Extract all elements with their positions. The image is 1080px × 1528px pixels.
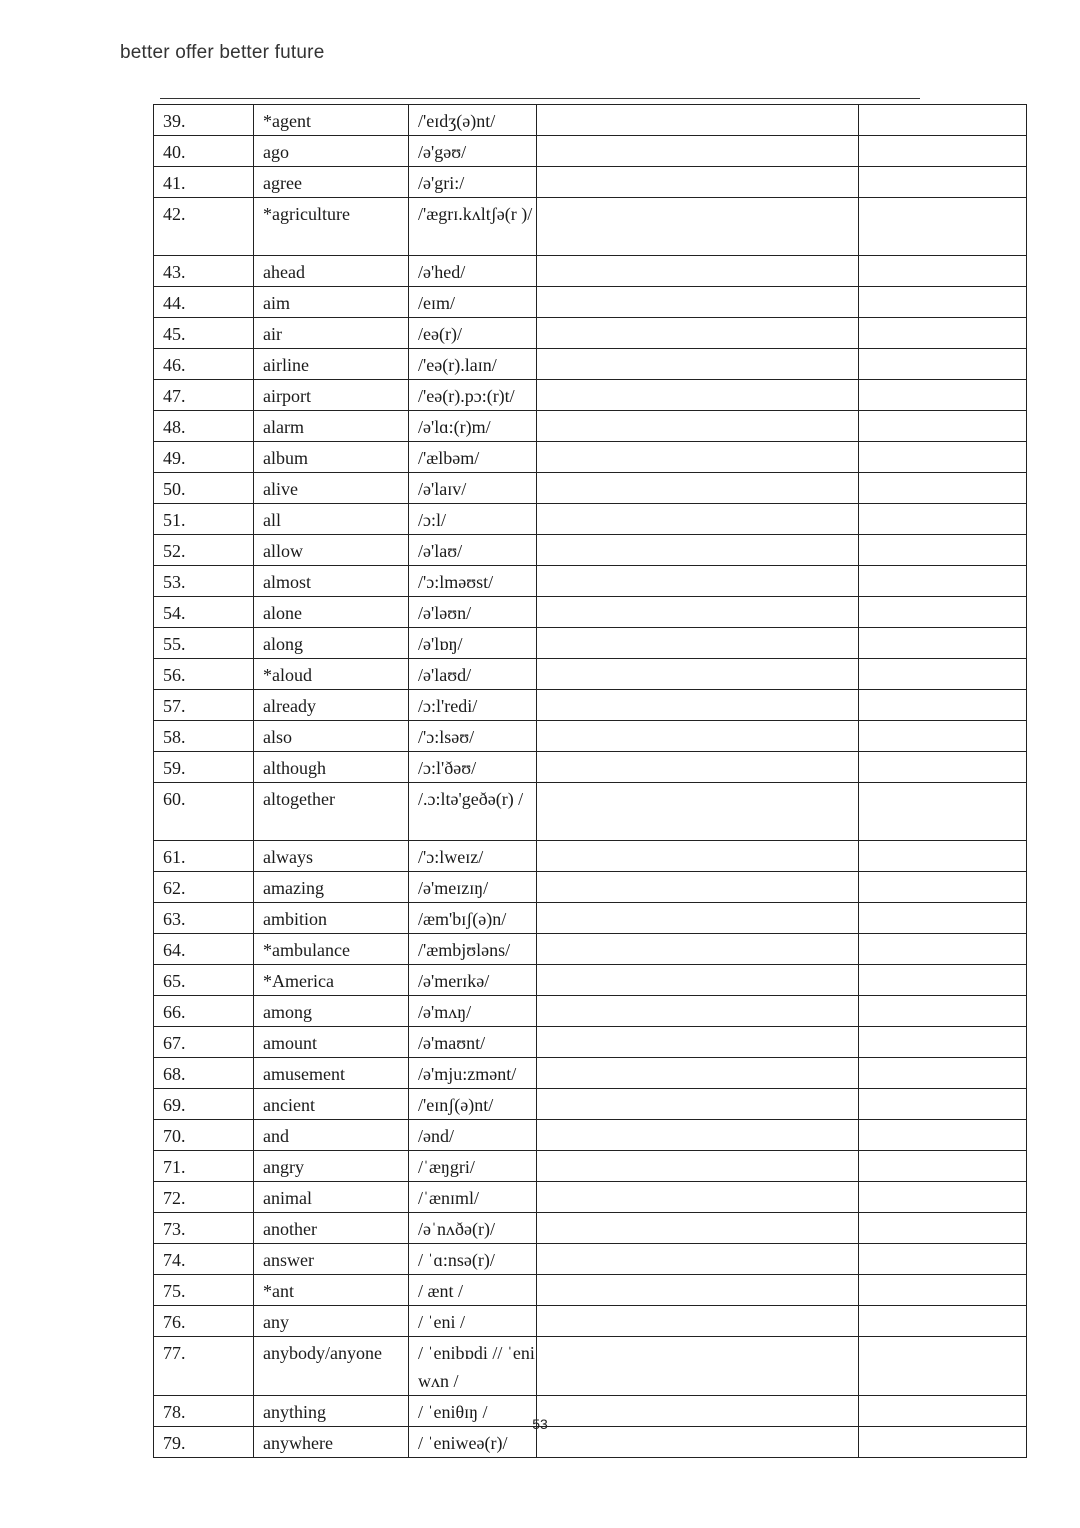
entry-number: 69. (154, 1089, 254, 1120)
table-row (154, 167, 1027, 198)
table-row (154, 1027, 1027, 1058)
entry-word: already (254, 690, 409, 721)
entry-blank-cell (537, 1275, 859, 1306)
entry-blank-cell (537, 690, 859, 721)
entry-pronunciation: /eɪm/ (409, 287, 537, 318)
entry-blank-cell (859, 1306, 1027, 1337)
entry-word: all (254, 504, 409, 535)
entry-number: 49. (154, 442, 254, 473)
entry-pronunciation: /'ægrɪ.kʌltʃə(r )/ (409, 198, 537, 256)
entry-blank-cell (859, 690, 1027, 721)
entry-number: 65. (154, 965, 254, 996)
entry-blank-cell (859, 566, 1027, 597)
entry-blank-cell (537, 872, 859, 903)
entry-word: ahead (254, 256, 409, 287)
entry-blank-cell (859, 1213, 1027, 1244)
entry-pronunciation: / ˈeniθɪŋ / (409, 1396, 537, 1427)
entry-pronunciation: /ˈæŋgri/ (409, 1151, 537, 1182)
entry-blank-cell (537, 167, 859, 198)
entry-number: 41. (154, 167, 254, 198)
table-row (154, 1275, 1027, 1306)
table-row (154, 411, 1027, 442)
entry-pronunciation: /ɔ:l/ (409, 504, 537, 535)
entry-blank-cell (859, 1337, 1027, 1396)
table-row (154, 1213, 1027, 1244)
entry-number: 60. (154, 783, 254, 841)
entry-pronunciation: /'ɔ:lsəʊ/ (409, 721, 537, 752)
entry-pronunciation: /ə'laɪv/ (409, 473, 537, 504)
entry-pronunciation: /ɔ:l'redi/ (409, 690, 537, 721)
entry-word: *America (254, 965, 409, 996)
entry-blank-cell (859, 287, 1027, 318)
entry-blank-cell (859, 318, 1027, 349)
entry-pronunciation: / ˈenibɒdi // ˈeniwʌn / (409, 1337, 537, 1396)
entry-blank-cell (537, 105, 859, 136)
entry-pronunciation: /'ɔ:lməʊst/ (409, 566, 537, 597)
entry-pronunciation: /'eə(r).laɪn/ (409, 349, 537, 380)
entry-pronunciation: /'eɪnʃ(ə)nt/ (409, 1089, 537, 1120)
entry-pronunciation: / ˈɑ:nsə(r)/ (409, 1244, 537, 1275)
entry-pronunciation: /ə'hed/ (409, 256, 537, 287)
entry-pronunciation: /ə'meɪzɪŋ/ (409, 872, 537, 903)
entry-number: 71. (154, 1151, 254, 1182)
entry-pronunciation: /ə'mʌŋ/ (409, 996, 537, 1027)
entry-blank-cell (537, 535, 859, 566)
header-rule (160, 98, 920, 99)
entry-pronunciation: /ə'lɑ:(r)m/ (409, 411, 537, 442)
entry-blank-cell (859, 752, 1027, 783)
entry-number: 66. (154, 996, 254, 1027)
entry-blank-cell (537, 903, 859, 934)
entry-blank-cell (537, 752, 859, 783)
entry-blank-cell (537, 1337, 859, 1396)
table-row (154, 752, 1027, 783)
entry-pronunciation: /ə'lɒŋ/ (409, 628, 537, 659)
entry-pronunciation: /əˈnʌðə(r)/ (409, 1213, 537, 1244)
entry-number: 68. (154, 1058, 254, 1089)
entry-word: *aloud (254, 659, 409, 690)
entry-blank-cell (859, 1027, 1027, 1058)
entry-word: another (254, 1213, 409, 1244)
table-row (154, 841, 1027, 872)
entry-blank-cell (537, 1213, 859, 1244)
table-row (154, 1151, 1027, 1182)
entry-blank-cell (537, 934, 859, 965)
entry-pronunciation: /'eɪdʒ(ə)nt/ (409, 105, 537, 136)
entry-word: allow (254, 535, 409, 566)
entry-word: along (254, 628, 409, 659)
entry-number: 55. (154, 628, 254, 659)
entry-number: 67. (154, 1027, 254, 1058)
vocabulary-table-body (154, 105, 1027, 1458)
entry-pronunciation: /eə(r)/ (409, 318, 537, 349)
entry-word: any (254, 1306, 409, 1337)
table-row (154, 504, 1027, 535)
entry-pronunciation: /ənd/ (409, 1120, 537, 1151)
entry-number: 75. (154, 1275, 254, 1306)
entry-number: 43. (154, 256, 254, 287)
entry-blank-cell (537, 783, 859, 841)
entry-word: ambition (254, 903, 409, 934)
table-row (154, 105, 1027, 136)
entry-number: 63. (154, 903, 254, 934)
table-row (154, 442, 1027, 473)
table-row (154, 934, 1027, 965)
entry-number: 45. (154, 318, 254, 349)
entry-blank-cell (859, 841, 1027, 872)
entry-blank-cell (859, 934, 1027, 965)
entry-blank-cell (537, 504, 859, 535)
entry-blank-cell (859, 473, 1027, 504)
entry-blank-cell (537, 411, 859, 442)
entry-pronunciation: /ə'laʊd/ (409, 659, 537, 690)
entry-number: 74. (154, 1244, 254, 1275)
entry-number: 61. (154, 841, 254, 872)
entry-blank-cell (859, 198, 1027, 256)
entry-word: always (254, 841, 409, 872)
entry-blank-cell (859, 504, 1027, 535)
entry-number: 58. (154, 721, 254, 752)
entry-blank-cell (537, 597, 859, 628)
entry-blank-cell (859, 965, 1027, 996)
entry-word: air (254, 318, 409, 349)
entry-pronunciation: /'æmbjʊləns/ (409, 934, 537, 965)
entry-word: angry (254, 1151, 409, 1182)
entry-blank-cell (537, 1058, 859, 1089)
entry-word: *agent (254, 105, 409, 136)
entry-word: alarm (254, 411, 409, 442)
table-row (154, 318, 1027, 349)
entry-word: alone (254, 597, 409, 628)
entry-blank-cell (537, 349, 859, 380)
entry-pronunciation: /ə'mju:zmənt/ (409, 1058, 537, 1089)
entry-blank-cell (537, 1120, 859, 1151)
entry-blank-cell (537, 473, 859, 504)
entry-word: airport (254, 380, 409, 411)
entry-word: also (254, 721, 409, 752)
entry-blank-cell (859, 628, 1027, 659)
entry-blank-cell (859, 105, 1027, 136)
entry-word: ago (254, 136, 409, 167)
entry-word: although (254, 752, 409, 783)
table-row (154, 597, 1027, 628)
entry-word: agree (254, 167, 409, 198)
entry-blank-cell (537, 1151, 859, 1182)
entry-blank-cell (537, 628, 859, 659)
table-row (154, 287, 1027, 318)
entry-blank-cell (859, 349, 1027, 380)
entry-word: answer (254, 1244, 409, 1275)
entry-word: animal (254, 1182, 409, 1213)
entry-pronunciation: /ə'gəʊ/ (409, 136, 537, 167)
table-row (154, 1182, 1027, 1213)
table-row (154, 1306, 1027, 1337)
entry-blank-cell (537, 1244, 859, 1275)
entry-word: ancient (254, 1089, 409, 1120)
entry-number: 77. (154, 1337, 254, 1396)
entry-blank-cell (859, 783, 1027, 841)
entry-blank-cell (859, 1275, 1027, 1306)
entry-number: 72. (154, 1182, 254, 1213)
entry-word: almost (254, 566, 409, 597)
table-row (154, 256, 1027, 287)
table-row (154, 535, 1027, 566)
entry-blank-cell (537, 841, 859, 872)
entry-blank-cell (537, 566, 859, 597)
entry-pronunciation: / ænt / (409, 1275, 537, 1306)
entry-blank-cell (859, 1089, 1027, 1120)
entry-word: altogether (254, 783, 409, 841)
table-row (154, 721, 1027, 752)
entry-number: 56. (154, 659, 254, 690)
entry-blank-cell (859, 1151, 1027, 1182)
entry-blank-cell (537, 380, 859, 411)
page-header-text: better offer better future (120, 42, 325, 63)
entry-number: 42. (154, 198, 254, 256)
entry-blank-cell (859, 167, 1027, 198)
entry-blank-cell (859, 380, 1027, 411)
table-row (154, 1244, 1027, 1275)
entry-pronunciation: /ə'gri:/ (409, 167, 537, 198)
entry-blank-cell (537, 136, 859, 167)
table-row (154, 349, 1027, 380)
entry-blank-cell (859, 1244, 1027, 1275)
entry-pronunciation: /ˈænɪml/ (409, 1182, 537, 1213)
entry-number: 53. (154, 566, 254, 597)
table-row (154, 566, 1027, 597)
entry-word: *ant (254, 1275, 409, 1306)
entry-word: anywhere (254, 1427, 409, 1458)
entry-blank-cell (859, 1182, 1027, 1213)
entry-word: amount (254, 1027, 409, 1058)
entry-word: album (254, 442, 409, 473)
entry-blank-cell (859, 721, 1027, 752)
entry-word: *ambulance (254, 934, 409, 965)
table-row (154, 996, 1027, 1027)
entry-blank-cell (859, 535, 1027, 566)
entry-number: 48. (154, 411, 254, 442)
vocabulary-table (153, 104, 1027, 1458)
entry-number: 50. (154, 473, 254, 504)
entry-word: airline (254, 349, 409, 380)
entry-number: 57. (154, 690, 254, 721)
entry-blank-cell (859, 1120, 1027, 1151)
entry-number: 78. (154, 1396, 254, 1427)
table-row (154, 659, 1027, 690)
entry-pronunciation: / ˈeniweə(r)/ (409, 1427, 537, 1458)
entry-blank-cell (537, 1027, 859, 1058)
entry-blank-cell (537, 287, 859, 318)
entry-pronunciation: /ə'maʊnt/ (409, 1027, 537, 1058)
entry-number: 79. (154, 1427, 254, 1458)
entry-number: 73. (154, 1213, 254, 1244)
table-row (154, 473, 1027, 504)
entry-blank-cell (859, 597, 1027, 628)
entry-number: 39. (154, 105, 254, 136)
entry-pronunciation: /ɔ:l'ðəʊ/ (409, 752, 537, 783)
entry-blank-cell (859, 872, 1027, 903)
entry-pronunciation: /.ɔ:ltə'geðə(r) / (409, 783, 537, 841)
table-row (154, 965, 1027, 996)
entry-blank-cell (537, 996, 859, 1027)
entry-number: 44. (154, 287, 254, 318)
entry-word: anybody/anyone (254, 1337, 409, 1396)
table-row (154, 783, 1027, 841)
table-row (154, 1058, 1027, 1089)
table-row (154, 136, 1027, 167)
table-row (154, 1337, 1027, 1396)
table-row (154, 872, 1027, 903)
entry-number: 64. (154, 934, 254, 965)
entry-blank-cell (537, 965, 859, 996)
table-row (154, 628, 1027, 659)
entry-pronunciation: /'eə(r).pɔ:(r)t/ (409, 380, 537, 411)
entry-blank-cell (859, 996, 1027, 1027)
entry-number: 51. (154, 504, 254, 535)
entry-pronunciation: /ə'merɪkə/ (409, 965, 537, 996)
entry-word: *agriculture (254, 198, 409, 256)
table-row (154, 198, 1027, 256)
entry-word: alive (254, 473, 409, 504)
entry-blank-cell (537, 1306, 859, 1337)
entry-blank-cell (537, 256, 859, 287)
entry-blank-cell (859, 903, 1027, 934)
entry-blank-cell (859, 136, 1027, 167)
entry-pronunciation: /'ælbəm/ (409, 442, 537, 473)
entry-pronunciation: / ˈeni / (409, 1306, 537, 1337)
entry-blank-cell (537, 1089, 859, 1120)
entry-number: 40. (154, 136, 254, 167)
table-row (154, 690, 1027, 721)
entry-pronunciation: /'ɔ:lweɪz/ (409, 841, 537, 872)
entry-number: 46. (154, 349, 254, 380)
table-row (154, 903, 1027, 934)
entry-number: 59. (154, 752, 254, 783)
page-number: 53 (532, 1416, 548, 1432)
entry-blank-cell (859, 659, 1027, 690)
entry-number: 70. (154, 1120, 254, 1151)
entry-number: 47. (154, 380, 254, 411)
entry-word: among (254, 996, 409, 1027)
entry-blank-cell (859, 442, 1027, 473)
table-row (154, 380, 1027, 411)
entry-blank-cell (537, 318, 859, 349)
entry-number: 76. (154, 1306, 254, 1337)
entry-pronunciation: /æm'bɪʃ(ə)n/ (409, 903, 537, 934)
entry-blank-cell (859, 256, 1027, 287)
entry-blank-cell (537, 198, 859, 256)
entry-blank-cell (859, 1058, 1027, 1089)
entry-blank-cell (859, 411, 1027, 442)
entry-blank-cell (537, 442, 859, 473)
entry-number: 54. (154, 597, 254, 628)
entry-blank-cell (537, 721, 859, 752)
table-row (154, 1120, 1027, 1151)
table-row (154, 1089, 1027, 1120)
entry-number: 62. (154, 872, 254, 903)
entry-pronunciation: /ə'ləʊn/ (409, 597, 537, 628)
entry-word: aim (254, 287, 409, 318)
entry-word: and (254, 1120, 409, 1151)
entry-pronunciation: /ə'laʊ/ (409, 535, 537, 566)
entry-number: 52. (154, 535, 254, 566)
entry-blank-cell (537, 659, 859, 690)
entry-word: amazing (254, 872, 409, 903)
entry-blank-cell (537, 1182, 859, 1213)
entry-word: amusement (254, 1058, 409, 1089)
entry-word: anything (254, 1396, 409, 1427)
